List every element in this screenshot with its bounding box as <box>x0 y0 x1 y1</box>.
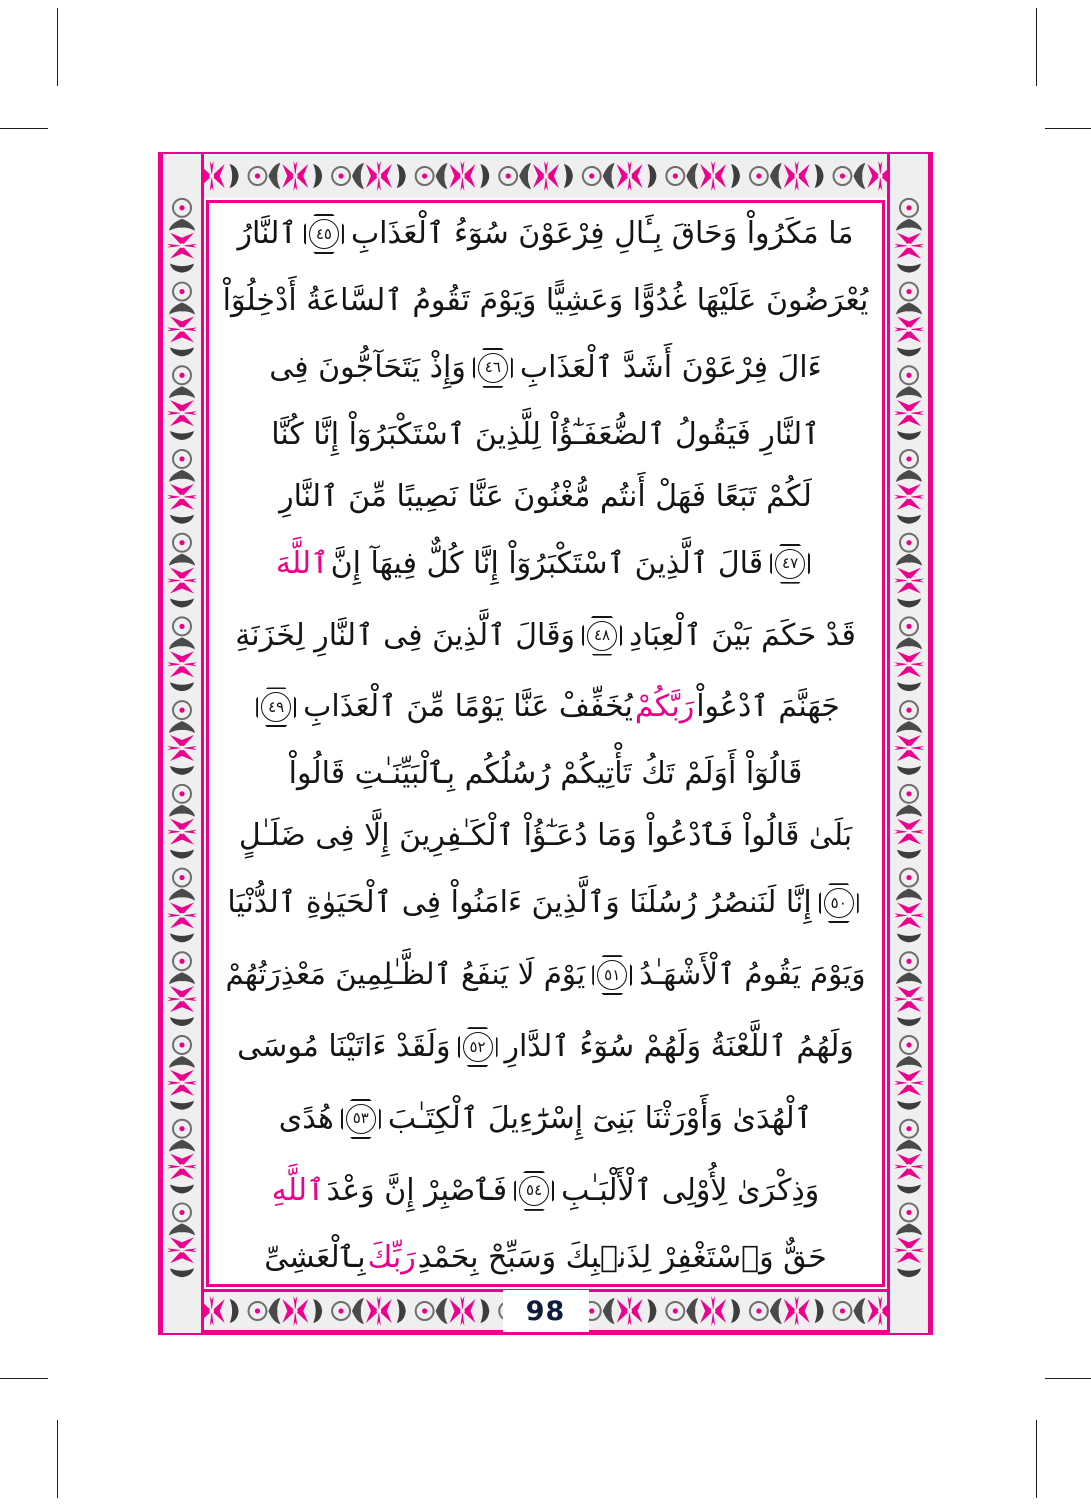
highlighted-word: ٱللَّهَ <box>275 545 329 581</box>
quran-text-segment: يَوْمَ لَا يَنفَعُ ٱلظَّـٰلِمِينَ مَعْذِرَتُهُمْ <box>225 957 586 992</box>
quran-line <box>220 214 871 254</box>
ayah-number-text: ٤٥ <box>315 224 332 243</box>
ornamental-border-top <box>160 154 931 198</box>
quran-text-segment: لَكُمْ تَبَعًا فَهَلْ أَنتُم مُّغْنُونَ عَنَّا نَصِيبًا مِّنَ ٱلنَّارِ <box>279 478 812 514</box>
quran-line <box>220 544 871 584</box>
crop-mark-top-right-vertical <box>1036 8 1037 86</box>
ayah-number-marker <box>256 687 296 727</box>
ayah-number-text: ٥١ <box>604 965 621 984</box>
quran-text-segment: بِٱلْعَشِىِّ <box>264 1239 366 1275</box>
ayah-number-marker <box>514 1171 554 1211</box>
quran-text-segment: وَيَوْمَ يَقُومُ ٱلْأَشْهَـٰدُ <box>639 957 866 992</box>
quran-line <box>220 616 871 656</box>
quran-line <box>220 1027 871 1067</box>
quran-line <box>220 348 871 388</box>
ayah-number-text: ٤٦ <box>484 358 501 377</box>
quran-page-sheet <box>158 152 933 1335</box>
ayah-number-text: ٥٠ <box>830 893 847 912</box>
quran-line <box>220 282 871 318</box>
quran-text-segment: وَإِذْ يَتَحَآجُّونَ فِى <box>269 349 466 385</box>
quran-text-segment: وَذِكْرَىٰ لِأُوْلِى ٱلْأَلْبَـٰبِ <box>561 1172 820 1208</box>
quran-text-segment: حَقٌّ وَٱسْتَغْفِرْ لِذَنۢبِكَ وَسَبِّحْ بِحَمْدِ <box>417 1239 827 1275</box>
quran-line <box>220 756 871 792</box>
quran-line <box>220 687 871 727</box>
ayah-number-marker <box>819 883 859 923</box>
quran-text-segment: فَٱصْبِرْ إِنَّ وَعْدَ <box>326 1172 508 1208</box>
quran-text-segment: وَقَالَ ٱلَّذِينَ فِى ٱلنَّارِ لِخَزَنَةِ <box>235 617 576 653</box>
quran-text-segment: قَالَ ٱلَّذِينَ ٱسْتَكْبَرُوٓاْ إِنَّا كُلٌّ فِيهَآ إِنَّ <box>330 545 764 581</box>
ornamental-border-right <box>887 154 931 1333</box>
ayah-number-text: ٤٨ <box>593 626 611 645</box>
ayah-number-marker <box>770 544 810 584</box>
crop-mark-bottom-right-horizontal <box>1045 1378 1091 1379</box>
quran-line <box>220 1099 871 1139</box>
quran-text-segment: وَلَهُمُ ٱللَّعْنَةُ وَلَهُمْ سُوٓءُ ٱلدَّارِ <box>504 1029 854 1065</box>
page-number: 98 <box>503 1290 589 1332</box>
ayah-number-marker <box>458 1027 498 1067</box>
highlighted-word: ٱللَّهِ <box>271 1172 325 1208</box>
quran-line <box>220 478 871 514</box>
quran-text-segment: إِنَّا لَنَنصُرُ رُسُلَنَا وَٱلَّذِينَ ءَامَنُواْ فِى ٱلْحَيَوٰةِ ٱلدُّنْيَا <box>227 885 812 921</box>
ayah-number-marker <box>341 1099 381 1139</box>
crop-mark-bottom-right-vertical <box>1036 1420 1037 1498</box>
quran-line <box>220 1239 871 1275</box>
crop-mark-top-right-horizontal <box>1045 128 1091 129</box>
quran-line <box>220 818 871 854</box>
ayah-number-text: ٤٩ <box>268 697 285 716</box>
crop-mark-top-left-vertical <box>57 8 58 86</box>
crop-mark-bottom-left-horizontal <box>0 1378 48 1379</box>
ornamental-border-left <box>160 154 204 1333</box>
quran-text-segment: ٱلْهُدَىٰ وَأَوْرَثْنَا بَنِىٓ إِسْرَٰٓءِيلَ ٱلْكِتَـٰبَ <box>387 1100 813 1136</box>
quran-text-segment: قَدْ حَكَمَ بَيْنَ ٱلْعِبَادِ <box>629 617 856 653</box>
ayah-number-text: ٤٧ <box>782 554 799 573</box>
quran-text-segment: ٱلنَّارُ <box>237 216 297 251</box>
quran-text-segment: قَالُوٓاْ أَوَلَمْ تَكُ تَأْتِيكُمْ رُسُلُكُم بِٱلْبَيِّنَـٰتِ قَالُواْ <box>288 756 803 792</box>
ayah-number-marker <box>592 955 632 995</box>
quran-text-segment: يُعْرَضُونَ عَلَيْهَا غُدُوًّا وَعَشِيًّا وَيَوْمَ تَقُومُ ٱلسَّاعَةُ أَدْخِلُوٓاْ <box>222 282 869 318</box>
ayah-number-marker <box>473 348 513 388</box>
quran-text-segment: بَلَىٰ قَالُواْ فَٱدْعُواْ وَمَا دُعَـٰٓؤُاْ ٱلْكَـٰفِرِينَ إِلَّا فِى ضَلَـٰلٍ <box>238 818 853 854</box>
quran-text-segment: هُدًى <box>278 1100 334 1136</box>
quran-text-segment: مَا مَكَرُواْ وَحَاقَ بِـَٔالِ فِرْعَوْنَ سُوٓءُ ٱلْعَذَابِ <box>350 216 854 251</box>
crop-mark-bottom-left-vertical <box>57 1420 58 1498</box>
ayah-number-text: ٥٣ <box>352 1109 369 1128</box>
quran-text-segment: جَهَنَّمَ ٱدْعُواْ <box>696 689 840 725</box>
quran-text-segment: ٱلنَّارِ فَيَقُولُ ٱلضُّعَفَـٰٓؤُاْ لِلَّذِينَ ٱسْتَكْبَرُوٓاْ إِنَّا كُنَّا <box>271 416 820 452</box>
quran-line <box>220 1171 871 1211</box>
highlighted-word: رَبِّكَ <box>367 1239 416 1275</box>
highlighted-word: رَبَّكُمْ <box>634 689 695 725</box>
crop-mark-top-left-horizontal <box>0 128 48 129</box>
quran-text-segment: وَلَقَدْ ءَاتَيْنَا مُوسَى <box>237 1029 451 1065</box>
ayah-number-text: ٥٤ <box>526 1181 543 1200</box>
quran-text-segment: ءَالَ فِرْعَوْنَ أَشَدَّ ٱلْعَذَابِ <box>519 349 822 385</box>
quran-line <box>220 416 871 452</box>
quran-text-segment: يُخَفِّفْ عَنَّا يَوْمًا مِّنَ ٱلْعَذَابِ <box>303 689 633 725</box>
ayah-number-marker <box>304 214 344 254</box>
quran-text-block <box>220 214 871 1273</box>
ayah-number-text: ٥٢ <box>469 1037 486 1056</box>
quran-line <box>220 883 871 923</box>
ayah-number-marker <box>582 616 622 656</box>
quran-line <box>220 955 871 995</box>
